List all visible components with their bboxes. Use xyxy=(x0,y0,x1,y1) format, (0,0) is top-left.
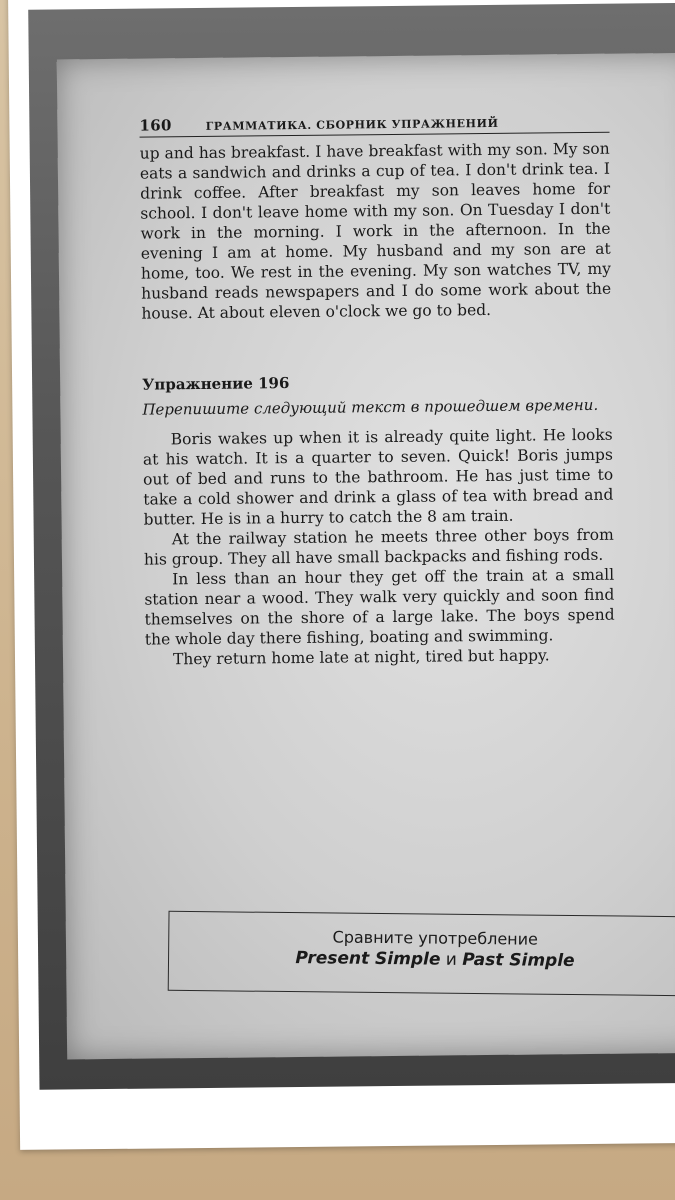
compare-terms xyxy=(169,947,675,973)
exercise-task: Перепишите следующий текст в прошедшем времени. xyxy=(142,395,599,419)
compare-heading: Сравните употребление xyxy=(332,927,539,949)
book-title: ГРАММАТИКА. СБОРНИК УПРАЖНЕНИЙ xyxy=(205,116,499,133)
term-past-simple: Past Simple xyxy=(462,949,575,972)
exercise-paragraph-4: They return home late at night, tired but happy. xyxy=(172,646,550,669)
page-content xyxy=(139,112,615,972)
photocopy-sheet xyxy=(8,0,675,1150)
exercise-title: Упражнение 196 xyxy=(142,374,290,394)
book-page xyxy=(57,53,675,1060)
running-head xyxy=(139,112,609,138)
page-number: 160 xyxy=(139,116,172,135)
exercise-paragraph-3: In less than an hour they get off the train at a small station near a wood. They walk very quickly and soon find themselves on the shore of a large lake. The boys spend the whole day there fishing, boating and swimming. xyxy=(144,565,615,649)
section-gap xyxy=(142,319,613,376)
term-present-simple: Present Simple xyxy=(295,948,441,970)
exercise-paragraph-2: At the railway station he meets three other boys from his group. They all have small backpacks and fishing rods. xyxy=(143,525,614,569)
exercise-paragraph-1: Boris wakes up when it is already quite light. He looks at his watch. It is a quarter to seven. Quick! Boris jumps out of bed and runs to the bathroom. He has just time to take a cold shower and drink a glass of tea with bread and butter. He is in a hurry to catch the 8 am train. xyxy=(142,425,614,529)
compare-box xyxy=(168,911,675,997)
term-conjunction: и xyxy=(445,949,457,970)
continued-text: up and has breakfast. I have breakfast with my son. My son eats a sandwich and drinks a cup of tea. I don't drink tea. I drink coffee. After breakfast my son leaves home for school. I don't leave home with my son. On Tuesday I don't work in the morning. I work in the afternoon. In the evening I am at home. My husband and my son are at home, too. We rest in the evening. My son watches TV, my husband reads newspapers and I do some work about the house. At about eleven o'clock we go to bed. xyxy=(139,139,612,323)
